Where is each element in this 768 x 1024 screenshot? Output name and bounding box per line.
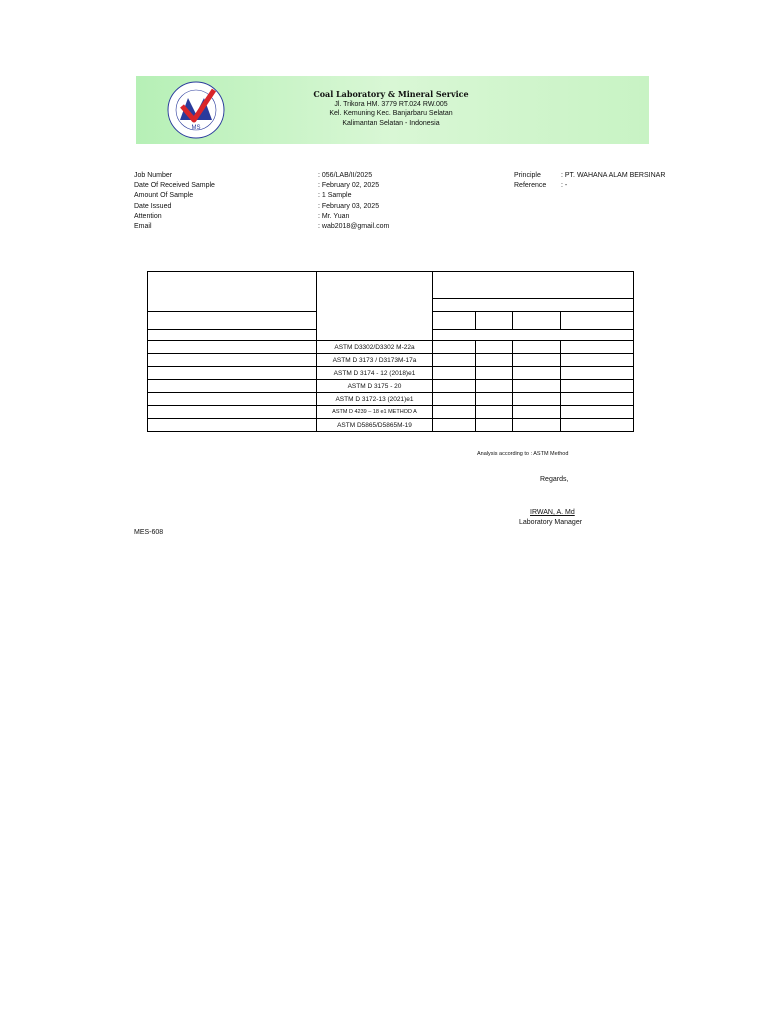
method-cell: ASTM D 3173 / D3173M-17a xyxy=(317,354,433,367)
client-info-value: : - xyxy=(561,182,568,190)
header-cell xyxy=(476,312,513,330)
table-row xyxy=(148,406,634,419)
analysis-note: Analysis according to : ASTM Method xyxy=(477,451,569,457)
header-cell xyxy=(433,272,634,299)
header-cell xyxy=(148,330,317,341)
job-info-label: Email xyxy=(134,222,152,230)
logo-lettering: MS xyxy=(191,125,201,131)
regards-text: Regards, xyxy=(540,476,569,483)
method-cell: ASTM D 3175 - 20 xyxy=(317,380,433,393)
signatory-title: Laboratory Manager xyxy=(519,519,583,526)
organization-block xyxy=(286,90,496,128)
job-info-label: Job Number xyxy=(134,172,173,179)
client-info-value: : PT. WAHANA ALAM BERSINAR xyxy=(561,172,666,179)
company-logo xyxy=(166,80,226,140)
job-info-label: Date Issued xyxy=(134,202,172,210)
job-info-value: : 1 Sample xyxy=(318,192,352,200)
organization-name: Coal Laboratory & Mineral Service xyxy=(313,89,469,99)
job-info-value: : Mr. Yuan xyxy=(318,212,350,220)
table-row xyxy=(148,393,634,406)
header-cell xyxy=(561,312,634,330)
client-info-values xyxy=(561,171,665,191)
client-info-label: Principle xyxy=(514,172,541,179)
table-row xyxy=(148,380,634,393)
job-info-label: Attention xyxy=(134,212,162,220)
header-cell xyxy=(317,272,433,341)
results-table xyxy=(147,271,634,432)
header-cell xyxy=(148,312,317,330)
job-info-values xyxy=(318,171,389,232)
job-info-label: Date Of Received Sample xyxy=(134,182,215,190)
header-cell xyxy=(433,299,634,312)
table-row xyxy=(148,367,634,380)
address-line-2: Kel. Kemuning Kec. Banjarbaru Selatan xyxy=(329,110,453,117)
job-info-value: : February 03, 2025 xyxy=(318,202,380,210)
method-cell: ASTM D 3172-13 (2021)e1 xyxy=(317,393,433,406)
header-cell xyxy=(433,312,476,330)
document-code: MES-608 xyxy=(134,529,164,536)
table-row xyxy=(148,419,634,432)
table-row xyxy=(148,341,634,354)
address-line-1: Jl. Trikora HM. 3779 RT.024 RW.005 xyxy=(334,100,448,108)
job-info-value: : February 02, 2025 xyxy=(318,182,380,190)
header-cell xyxy=(433,330,634,341)
client-info-label: Reference xyxy=(514,182,547,190)
table-header-row xyxy=(148,272,634,299)
job-info-labels xyxy=(134,171,215,232)
job-info-label: Amount Of Sample xyxy=(134,192,194,200)
letterhead-band xyxy=(136,76,649,144)
table-row xyxy=(148,354,634,367)
header-cell xyxy=(148,272,317,312)
method-cell: ASTM D3302/D3302 M-22a xyxy=(317,341,433,354)
address-line-3: Kalimantan Selatan - Indonesia xyxy=(342,119,440,127)
method-cell: ASTM D5865/D5865M-19 xyxy=(317,419,433,432)
method-cell: ASTM D 4239 – 18 e1 METHOD A xyxy=(317,406,433,419)
method-cell: ASTM D 3174 - 12 (2018)e1 xyxy=(317,367,433,380)
header-cell xyxy=(513,312,561,330)
job-info-value: : wab2018@gmail.com xyxy=(318,222,390,230)
job-info-value: : 056/LAB/II/2025 xyxy=(318,172,373,179)
client-info-labels xyxy=(514,171,546,191)
signatory-name: IRWAN, A. Md xyxy=(530,509,575,516)
